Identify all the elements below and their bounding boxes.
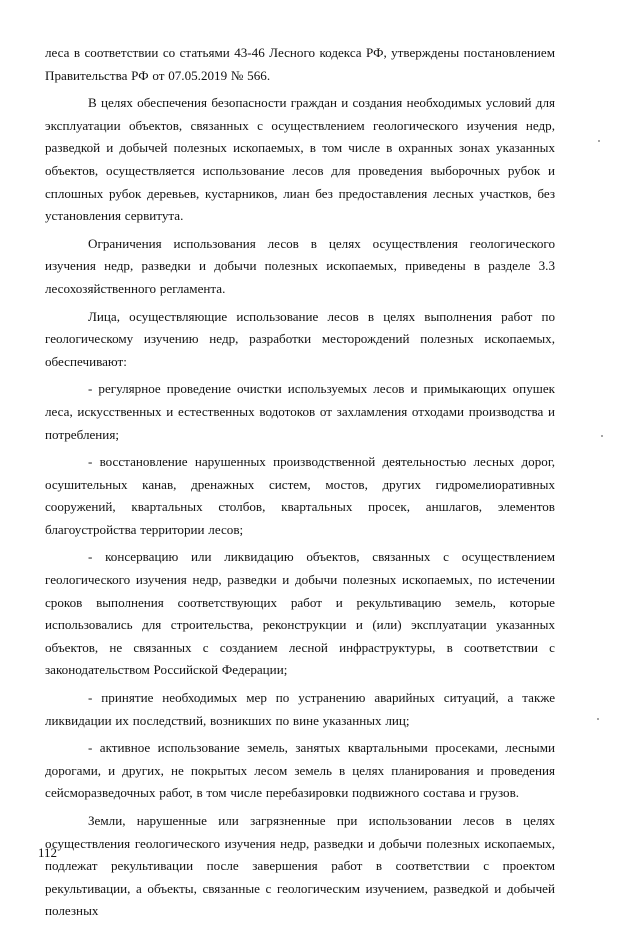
- page-number: 112: [38, 845, 58, 860]
- paragraph-safety-purpose: В целях обеспечения безопасности граждан и создания необходимых условий для эксплуатации объектов, связанных с осуществлением геологического изучения недр, разведкой и добычей полезных ископаемых, в том числе в охранных зонах указанных объектов, осуществляется использование лесов для проведения выборочных рубок и сплошных рубок деревьев, кустарников, лиан без предоставления лесных участков, без установления сервитута.: [45, 95, 555, 224]
- paragraph-reclamation: Земли, нарушенные или загрязненные при использовании лесов в целях осуществления геологического изучения недр, разведки и добычи полезных ископаемых, подлежат рекультивации после завершения работ в соответствии с проектом рекультивации, а объекты, связанные с геологическим изучением, разведкой и добычей полезных: [45, 813, 555, 919]
- scan-speck: [601, 435, 603, 437]
- list-item-land-use: - активное использование земель, занятых квартальными просеками, лесными дорогами, и других, не покрытых лесом земель в целях планирования и проведения сейсморазведочных работ, в том числе перебазировки подвижного состава и грузов.: [45, 740, 555, 801]
- body-text: [45, 42, 555, 928]
- paragraph-restrictions: Ограничения использования лесов в целях осуществления геологического изучения недр, разведки и добычи полезных ископаемых, приведены в разделе 3.3 лесохозяйственного регламента.: [45, 235, 555, 296]
- scan-speck: [597, 718, 599, 720]
- paragraph-obligations-intro: Лица, осуществляющие использование лесов в целях выполнения работ по геологическому изучению недр, разработки месторождений полезных ископаемых, обеспечивают:: [45, 308, 555, 369]
- list-item-cleaning: - регулярное проведение очистки используемых лесов и примыкающих опушек леса, искусственных и естественных водотоков от захламления отходами производства и потребления;: [45, 381, 555, 442]
- list-item-conservation: - консервацию или ликвидацию объектов, связанных с осуществлением геологического изучения недр, разведки и добычи полезных ископаемых, по истечении сроков выполнения соответствующих работ и рекультивацию земель, которые использовались для строительства, реконструкции и (или) эксплуатации указанных объектов, не связанных с созданием лесной инфраструктуры, в соответствии с законодательством Российской Федерации;: [45, 549, 555, 678]
- scan-speck: [598, 140, 600, 142]
- paragraph-continuation: леса в соответствии со статьями 43-46 Лесного кодекса РФ, утверждены постановлением Правительства РФ от 07.05.2019 № 566.: [45, 45, 555, 83]
- list-item-restoration: - восстановление нарушенных производственной деятельностью лесных дорог, осушительных канав, дренажных систем, мостов, других гидромелиоративных сооружений, квартальных столбов, квартальных просек, аншлагов, элементов благоустройства территории лесов;: [45, 454, 555, 537]
- list-item-emergency-measures: - принятие необходимых мер по устранению аварийных ситуаций, а также ликвидации их последствий, возникших по вине указанных лиц;: [45, 690, 555, 728]
